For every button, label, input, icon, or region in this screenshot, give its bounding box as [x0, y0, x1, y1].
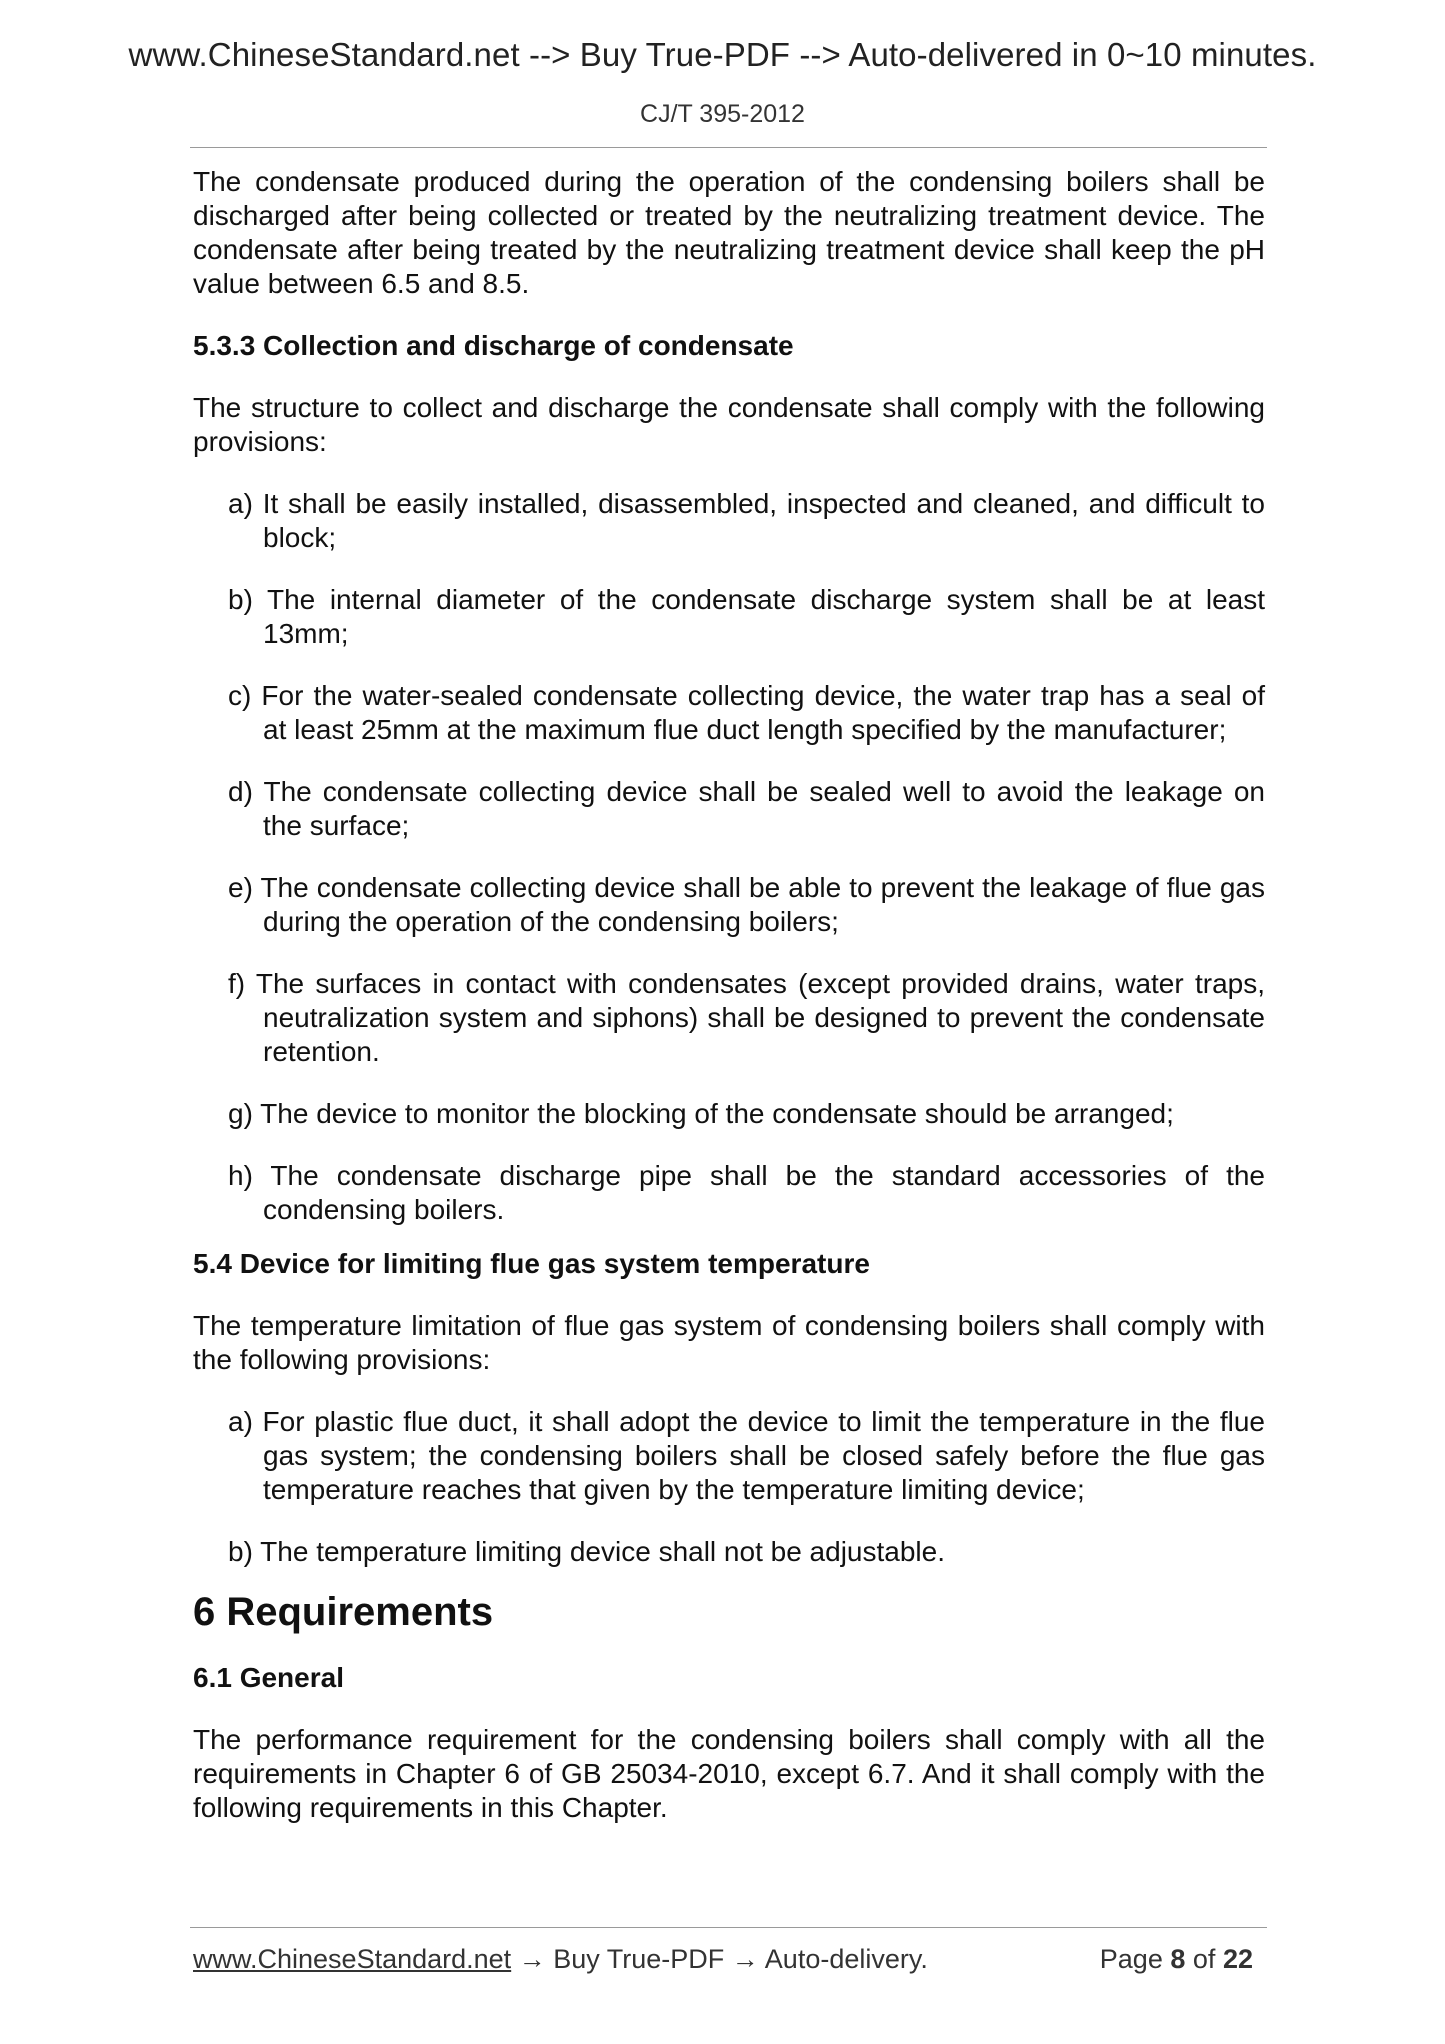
page-number: 8 — [1170, 1944, 1186, 1974]
header-divider — [190, 147, 1267, 148]
arrow-icon: → — [518, 1944, 546, 1974]
list-item: b) The internal diameter of the condensate discharge system shall be at least 13mm; — [228, 584, 1265, 649]
section-5-4-lead: The temperature limitation of flue gas system of condensing boilers shall comply with the following provisions: — [193, 1310, 1265, 1375]
page-total: 22 — [1222, 1944, 1253, 1974]
document-code: CJ/T 395-2012 — [640, 100, 805, 128]
top-banner: www.ChineseStandard.net --> Buy True-PDF --> Auto-delivered in 0~10 minutes. — [128, 36, 1317, 73]
list-item: a) For plastic flue duct, it shall adopt the device to limit the temperature in the flue gas system; the condensing boilers shall be closed safely before the flue gas temperature reaches that given by the temperature limiting device; — [228, 1406, 1265, 1505]
section-5-3-3-lead: The structure to collect and discharge the condensate shall comply with the following provisions: — [193, 392, 1265, 457]
chapter-6-heading: 6 Requirements — [193, 1590, 494, 1634]
footer-left — [193, 1944, 928, 1975]
footer-delivery-text: Auto-delivery. — [764, 1944, 928, 1974]
list-item: b) The temperature limiting device shall not be adjustable. — [228, 1536, 945, 1567]
section-6-1-heading: 6.1 General — [193, 1662, 344, 1693]
page-indicator — [1100, 1944, 1253, 1975]
footer-site-link[interactable]: www.ChineseStandard.net — [193, 1944, 512, 1974]
footer-buy-text: Buy True-PDF — [553, 1944, 725, 1974]
of-word: of — [1192, 1944, 1216, 1974]
section-5-3-3-heading: 5.3.3 Collection and discharge of condensate — [193, 330, 794, 361]
list-item: a) It shall be easily installed, disassembled, inspected and cleaned, and difficult to block; — [228, 488, 1265, 553]
page-word: Page — [1099, 1944, 1163, 1974]
section-5-4-heading: 5.4 Device for limiting flue gas system temperature — [193, 1248, 870, 1279]
list-item: h) The condensate discharge pipe shall be the standard accessories of the condensing boilers. — [228, 1160, 1265, 1225]
list-item: g) The device to monitor the blocking of the condensate should be arranged; — [228, 1098, 1174, 1129]
list-item: d) The condensate collecting device shall be sealed well to avoid the leakage on the surface; — [228, 776, 1265, 841]
list-item: f) The surfaces in contact with condensates (except provided drains, water traps, neutralization system and siphons) shall be designed to prevent the condensate retention. — [228, 968, 1265, 1067]
section-6-1-text: The performance requirement for the condensing boilers shall comply with all the requirements in Chapter 6 of GB 25034-2010, except 6.7. And it shall comply with the following requirements in this Chapter. — [193, 1724, 1265, 1823]
list-item: c) For the water-sealed condensate collecting device, the water trap has a seal of at least 25mm at the maximum flue duct length specified by the manufacturer; — [228, 680, 1265, 745]
list-item: e) The condensate collecting device shall be able to prevent the leakage of flue gas during the operation of the condensing boilers; — [228, 872, 1265, 937]
arrow-icon: → — [731, 1944, 759, 1974]
page-content — [193, 165, 1265, 1853]
intro-paragraph: The condensate produced during the operation of the condensing boilers shall be discharged after being collected or treated by the neutralizing treatment device. The condensate after being treated by the neutralizing treatment device shall keep the pH value between 6.5 and 8.5. — [193, 166, 1265, 299]
page-footer — [193, 1944, 1253, 1975]
footer-divider — [190, 1927, 1267, 1928]
